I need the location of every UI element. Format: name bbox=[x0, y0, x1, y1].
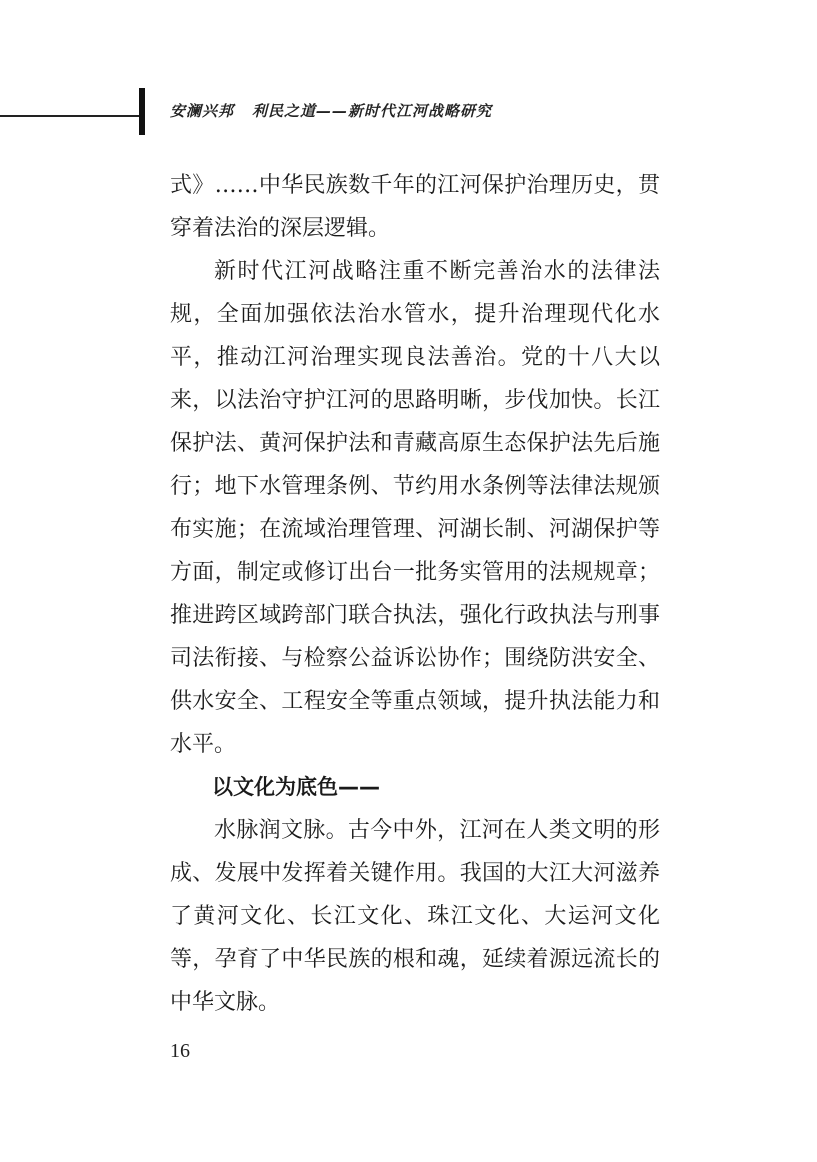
running-head-subtitle: 利民之道——新时代江河战略研究 bbox=[252, 102, 493, 120]
page-number: 16 bbox=[170, 1040, 190, 1062]
header-rule bbox=[0, 115, 141, 117]
header-bar bbox=[139, 88, 145, 135]
section-heading-culture: 以文化为底色—— bbox=[212, 775, 380, 799]
running-head bbox=[170, 100, 492, 121]
paragraph-culture: 水脉润文脉。古今中外，江河在人类文明的形成、发展中发挥着关键作用。我国的大江大河滋养了黄河文化、长江文化、珠江文化、大运河文化等，孕育了中华民族的根和魂，延续着源远流长的中华文脉。 bbox=[170, 818, 660, 1015]
paragraph-continuation: 式》……中华民族数千年的江河保护治理历史，贯穿着法治的深层逻辑。 bbox=[170, 173, 660, 241]
paragraph-rule-of-law: 新时代江河战略注重不断完善治水的法律法规，全面加强依法治水管水，提升治理现代化水平，推动江河治理实现良法善治。党的十八大以来，以法治守护江河的思路明晰，步伐加快。长江保护法、黄河保护法和青藏高原生态保护法先后施行；地下水管理条例、节约用水条例等法律法规颁布实施；在流域治理管理、河湖长制、河湖保护等方面，制定或修订出台一批务实管用的法规规章；推进跨区域跨部门联合执法，强化行政执法与刑事司法衔接、与检察公益诉讼协作；围绕防洪安全、供水安全、工程安全等重点领域，提升执法能力和水平。 bbox=[170, 259, 660, 757]
body-text bbox=[170, 164, 660, 1024]
running-head-book-title: 安澜兴邦 bbox=[170, 102, 235, 120]
